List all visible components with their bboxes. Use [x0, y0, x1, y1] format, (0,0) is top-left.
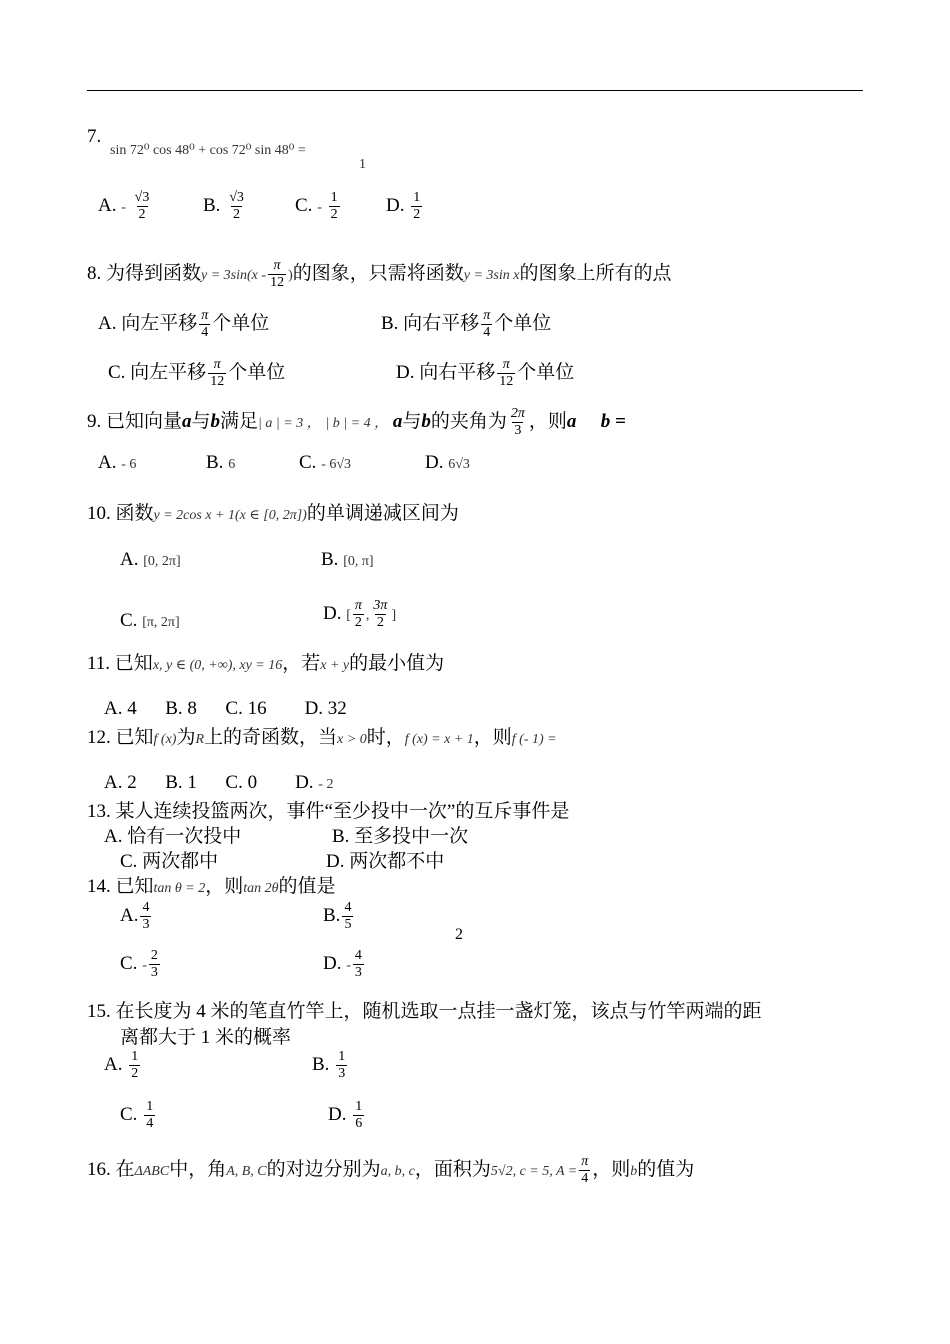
q7-b-fraction: $\frac{√3}{2}$ — [229, 190, 244, 222]
q13-stem: 13. 某人连续投篮两次，事件“至少投中一次”的互斥事件是 — [87, 801, 570, 822]
q14-option-d: D. - $\frac{4}{3}$ — [323, 948, 362, 980]
q14-option-a: A. $\frac{4}{3}$ — [120, 900, 150, 932]
q10-option-c: C. [π, 2π] — [120, 610, 180, 631]
q11-options: A. 4 B. 8 C. 16 D. 32 — [104, 698, 347, 719]
q9-option-a: A. - 6 — [98, 452, 137, 473]
q8-option-d: D. 向右平移 $\frac{\pi}{12}$ 个单位 — [396, 357, 575, 390]
q13-option-a: A. 恰有一次投中 — [104, 826, 242, 847]
q15-stem-line2: 离都大于 1 米的概率 — [120, 1027, 292, 1048]
q11-stem: 11. 已知x, y ∈ (0, +∞), xy = 16，若x + y的最小值为 — [87, 653, 445, 674]
q7-c-fraction: $\frac{1}{2}$ — [330, 190, 338, 222]
q8-option-a: A. 向左平移 $\frac{\pi}{4}$ 个单位 — [98, 308, 270, 341]
q9-option-d: D. 6√3 — [425, 452, 470, 473]
page-number: 2 — [455, 926, 463, 943]
top-rule — [87, 90, 863, 91]
q12-stem: 12. 已知f (x)为R上的奇函数，当x > 0时，f (x) = x + 1，则f (- 1) = — [87, 727, 557, 748]
q7-option-a: A. - $\frac{√3}{2}$ — [98, 190, 150, 222]
q14-stem: 14. 已知tan θ = 2，则tan 2θ的值是 — [87, 876, 336, 897]
q10-option-a: A. [0, 2π] — [120, 549, 181, 570]
q8-option-c: C. 向左平移 $\frac{\pi}{12}$ 个单位 — [108, 357, 286, 390]
q8-fraction: $\frac{\pi}{12}$ — [270, 258, 285, 291]
q16-stem: 16. 在ΔABC中，角A, B, C的对边分别为a, b, c，面积为5√2, c = 5, A = $\frac{\pi}{4}$ ，则b的值为 — [87, 1154, 695, 1187]
q15-option-c: C. $\frac{1}{4}$ — [120, 1099, 154, 1131]
q13-option-b: B. 至多投中一次 — [332, 826, 469, 847]
q13-option-c: C. 两次都中 — [120, 851, 219, 872]
q9-stem: 9. 已知向量a与b满足| a | = 3 ， | b | = 4 ， a与b的夹角为 $\frac{2\pi}{3}$ ，则a ⃞ b = — [87, 406, 626, 439]
q10-stem: 10. 函数y = 2cos x + 1(x ∈ [0, 2π])的单调递减区间为 — [87, 503, 459, 524]
q7-stray-digit: 1 — [359, 157, 366, 172]
q15-option-d: D. $\frac{1}{6}$ — [328, 1099, 363, 1131]
q13-option-d: D. 两次都不中 — [326, 851, 445, 872]
q14-option-b: B. $\frac{4}{5}$ — [323, 900, 352, 932]
q7-option-c: C. - $\frac{1}{2}$ — [295, 190, 338, 222]
q15-stem-line1: 15. 在长度为 4 米的笔直竹竿上，随机选取一点挂一盏灯笼，该点与竹竿两端的距 — [87, 1001, 762, 1022]
q7-number: 7. — [87, 126, 102, 147]
q10-option-d: D. [ $\frac{\pi}{2}$ , $\frac{3\pi}{2}$ ] — [323, 598, 397, 630]
q7-expression: sin 72⁰ cos 48⁰ + cos 72⁰ sin 48⁰ = — [110, 143, 306, 158]
q14-option-c: C. - $\frac{2}{3}$ — [120, 948, 158, 980]
q7-option-b: B. $\frac{√3}{2}$ — [203, 190, 244, 222]
q15-option-a: A. $\frac{1}{2}$ — [104, 1049, 139, 1081]
q9-option-c: C. - 6√3 — [299, 452, 352, 473]
q9-option-b: B. 6 — [206, 452, 236, 473]
q7-a-fraction: $\frac{√3}{2}$ — [134, 190, 150, 222]
q15-option-b: B. $\frac{1}{3}$ — [312, 1049, 346, 1081]
q10-option-b: B. [0, π] — [321, 549, 374, 570]
q8-stem: 8. 为得到函数y = 3sin(x - $\frac{\pi}{12}$ )的图象，只需将函数y = 3sin x的图象上所有的点 — [87, 258, 672, 291]
q7-option-d: D. $\frac{1}{2}$ — [386, 190, 421, 222]
q8-option-b: B. 向右平移 $\frac{\pi}{4}$ 个单位 — [381, 308, 552, 341]
q12-options: A. 2 B. 1 C. 0 D. - 2 — [104, 772, 334, 793]
q7-d-fraction: $\frac{1}{2}$ — [413, 190, 421, 222]
